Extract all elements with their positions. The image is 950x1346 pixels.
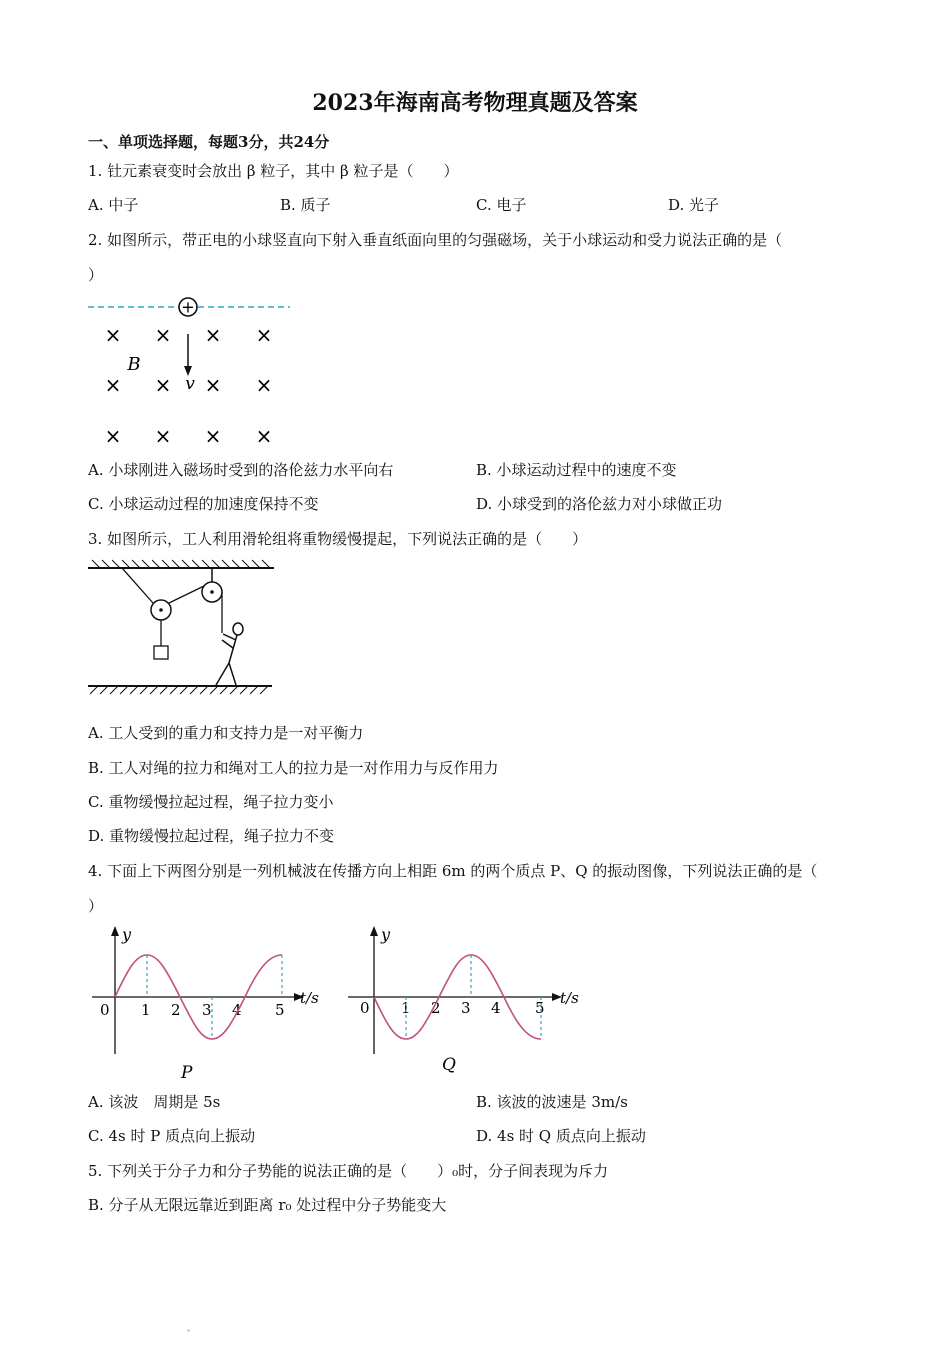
q4-stem-line1: 4. 下面上下两图分别是一列机械波在传播方向上相距 6m 的两个质点 P、Q 的振动图像，下列说法正确的是（ bbox=[88, 862, 818, 880]
q1-option-d: D. 光子 bbox=[668, 196, 720, 214]
q4-option-d: D. 4s 时 Q 质点向上振动 bbox=[476, 1127, 646, 1145]
q2-magnetic-field-figure bbox=[86, 294, 296, 450]
cross-mark: × bbox=[104, 323, 122, 347]
tick-label: 5 bbox=[275, 1001, 285, 1019]
q3-option-b: B. 工人对绳的拉力和绳对工人的拉力是一对作用力与反作用力 bbox=[88, 759, 499, 777]
q2-option-b: B. 小球运动过程中的速度不变 bbox=[476, 461, 677, 479]
tick-label: 5 bbox=[535, 999, 545, 1017]
cross-mark: × bbox=[255, 424, 273, 448]
q4-stem-line2: ） bbox=[88, 897, 104, 915]
q3-stem: 3. 如图所示，工人利用滑轮组将重物缓慢提起，下列说法正确的是（ ） bbox=[88, 530, 588, 548]
q5-option-b: B. 分子从无限远靠近到距离 r₀ 处过程中分子势能变大 bbox=[88, 1196, 447, 1214]
cross-mark: × bbox=[154, 373, 172, 397]
rope bbox=[122, 568, 153, 603]
charge-symbol: + bbox=[181, 297, 195, 317]
cross-mark: × bbox=[154, 424, 172, 448]
origin-label: 0 bbox=[100, 1001, 110, 1019]
q4-option-b: B. 该波的波速是 3m/s bbox=[476, 1093, 628, 1111]
rope bbox=[169, 586, 204, 603]
q1-stem: 1. 钍元素衰变时会放出 β 粒子，其中 β 粒子是（ ） bbox=[88, 162, 459, 180]
cross-mark: × bbox=[154, 323, 172, 347]
cross-mark: × bbox=[204, 323, 222, 347]
cross-mark: × bbox=[204, 373, 222, 397]
section-heading: 一、单项选择题，每题3分，共24分 bbox=[88, 133, 330, 151]
tick-label: 4 bbox=[491, 999, 501, 1017]
q2-option-d: D. 小球受到的洛伦兹力对小球做正功 bbox=[476, 495, 723, 513]
graph-name-p: P bbox=[181, 1063, 193, 1082]
q2-option-c: C. 小球运动过程的加速度保持不变 bbox=[88, 495, 319, 513]
origin-label: 0 bbox=[360, 999, 370, 1017]
tick-label: 2 bbox=[431, 999, 441, 1017]
page-title: 2023年海南高考物理真题及答案 bbox=[312, 90, 638, 116]
velocity-label: v bbox=[185, 374, 195, 394]
cross-mark: × bbox=[104, 373, 122, 397]
q3-option-c: C. 重物缓慢拉起过程，绳子拉力变小 bbox=[88, 793, 334, 811]
tick-label: 3 bbox=[202, 1001, 212, 1019]
field-label: B bbox=[127, 354, 141, 375]
cross-mark: × bbox=[255, 323, 273, 347]
q4-option-a: A. 该波 周期是 5s bbox=[88, 1093, 221, 1111]
q4-option-c: C. 4s 时 P 质点向上振动 bbox=[88, 1127, 256, 1145]
ground bbox=[88, 686, 272, 694]
ceiling bbox=[88, 560, 274, 568]
worker-figure bbox=[216, 623, 243, 685]
q1-option-c: C. 电子 bbox=[476, 196, 527, 214]
q5-stem: 5. 下列关于分子力和分子势能的说法正确的是（ ）₀时，分子间表现为斥力 bbox=[88, 1162, 609, 1180]
heavy-object bbox=[154, 646, 168, 659]
q1-option-b: B. 质子 bbox=[280, 196, 331, 214]
tick-label: 4 bbox=[232, 1001, 242, 1019]
footer-mark: ˇ bbox=[186, 1330, 191, 1341]
q2-stem-line1: 2. 如图所示，带正电的小球竖直向下射入垂直纸面向里的匀强磁场，关于小球运动和受力说法正确的是（ bbox=[88, 231, 783, 249]
q4-graph-p bbox=[86, 922, 326, 1082]
y-axis-label: y bbox=[122, 925, 132, 944]
cross-mark: × bbox=[255, 373, 273, 397]
cross-mark: × bbox=[204, 424, 222, 448]
x-axis-label: t/s bbox=[560, 989, 579, 1007]
q2-stem-line2: ） bbox=[88, 266, 104, 284]
q3-pulley-figure bbox=[86, 558, 278, 696]
tick-label: 3 bbox=[461, 999, 471, 1017]
cross-mark: × bbox=[104, 424, 122, 448]
q3-option-d: D. 重物缓慢拉起过程，绳子拉力不变 bbox=[88, 827, 335, 845]
tick-label: 1 bbox=[401, 999, 411, 1017]
graph-name-q: Q bbox=[442, 1055, 456, 1075]
x-axis-label: t/s bbox=[300, 989, 319, 1007]
q3-option-a: A. 工人受到的重力和支持力是一对平衡力 bbox=[88, 724, 364, 742]
q4-graph-q bbox=[346, 922, 586, 1082]
q2-option-a: A. 小球刚进入磁场时受到的洛伦兹力水平向右 bbox=[88, 461, 394, 479]
y-axis-label: y bbox=[381, 925, 391, 944]
tick-label: 1 bbox=[141, 1001, 151, 1019]
q1-option-a: A. 中子 bbox=[88, 196, 139, 214]
tick-label: 2 bbox=[171, 1001, 181, 1019]
